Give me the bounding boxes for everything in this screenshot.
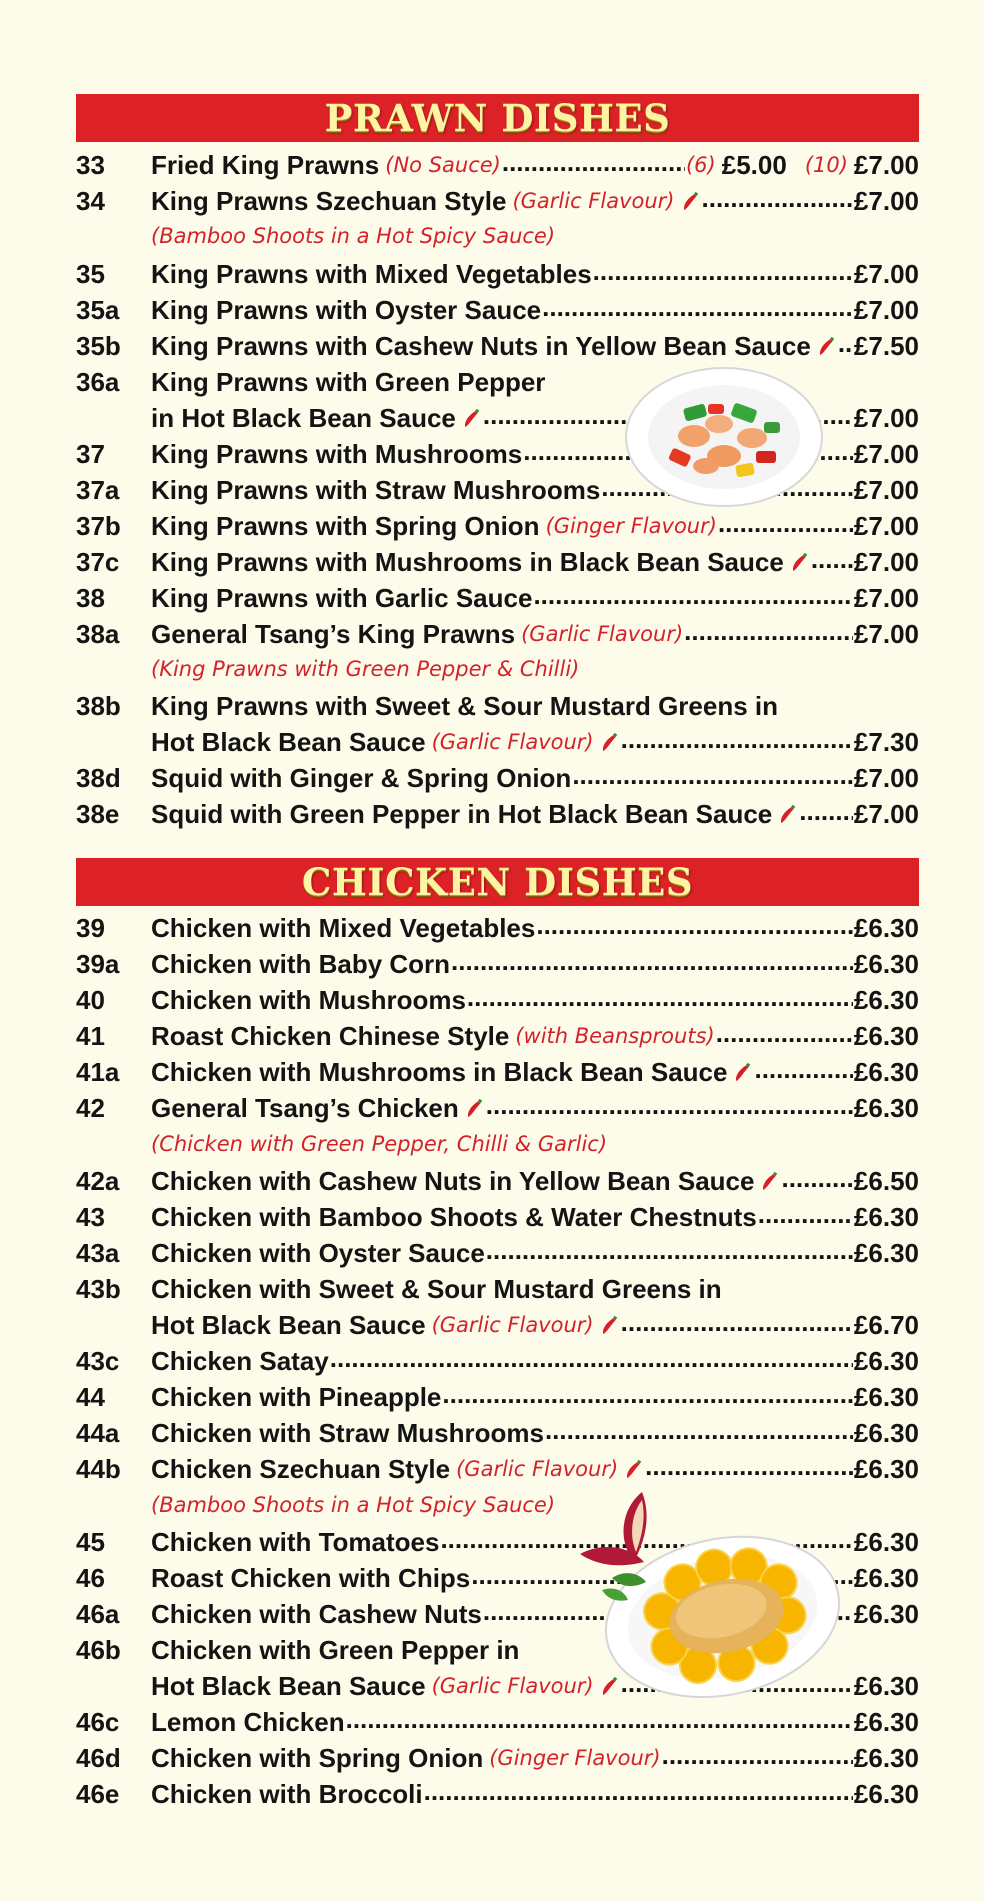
leader-dots bbox=[684, 621, 853, 647]
item-note: (Garlic Flavour) bbox=[431, 730, 594, 754]
leader-dots bbox=[502, 152, 685, 178]
menu-item bbox=[76, 293, 919, 327]
leader-dots bbox=[346, 1709, 853, 1735]
item-price: £7.00 bbox=[853, 510, 919, 541]
item-price: £7.00 bbox=[853, 294, 919, 325]
menu-item bbox=[76, 581, 919, 615]
menu-item bbox=[76, 1344, 919, 1378]
menu-item-continued bbox=[76, 1308, 919, 1342]
item-name: Chicken with Straw Mushrooms bbox=[151, 1417, 544, 1448]
item-price: £6.30 bbox=[853, 1670, 919, 1701]
menu-item bbox=[76, 983, 919, 1017]
item-number: 35b bbox=[76, 330, 121, 361]
item-name: Chicken with Mixed Vegetables bbox=[151, 912, 536, 943]
item-price: £6.30 bbox=[853, 1345, 919, 1376]
item-price: £6.30 bbox=[853, 1381, 919, 1412]
item-number: 42 bbox=[76, 1092, 105, 1123]
item-name: Chicken with Sweet & Sour Mustard Greens in bbox=[151, 1273, 722, 1304]
item-number: 44 bbox=[76, 1381, 105, 1412]
item-note: (Garlic Flavour) bbox=[431, 1313, 594, 1337]
leader-dots bbox=[758, 1204, 853, 1230]
item-price: £7.00 bbox=[853, 762, 919, 793]
chili-icon bbox=[776, 803, 798, 825]
item-number: 39 bbox=[76, 912, 105, 943]
item-price: £6.30 bbox=[853, 984, 919, 1015]
menu-item bbox=[76, 797, 919, 831]
menu-item bbox=[76, 509, 919, 543]
lemon-chicken-dish-photo bbox=[572, 1490, 842, 1710]
item-number: 40 bbox=[76, 984, 105, 1015]
leader-dots bbox=[572, 765, 853, 791]
item-number: 37 bbox=[76, 438, 105, 469]
leader-dots bbox=[754, 1059, 852, 1085]
item-number: 37a bbox=[76, 474, 120, 505]
leader-dots bbox=[451, 951, 853, 977]
leader-dots bbox=[645, 1456, 853, 1482]
item-price: £6.30 bbox=[853, 912, 919, 943]
item-number: 39a bbox=[76, 948, 120, 979]
item-number: 41a bbox=[76, 1056, 120, 1087]
leader-dots bbox=[486, 1240, 853, 1266]
leader-dots bbox=[542, 297, 853, 323]
leader-dots bbox=[702, 188, 853, 214]
item-price: £7.00 bbox=[853, 618, 919, 649]
chili-icon bbox=[598, 1314, 620, 1336]
menu-item bbox=[76, 148, 919, 182]
item-price: £7.00 bbox=[853, 546, 919, 577]
item-price: £7.50 bbox=[853, 330, 919, 361]
item-price: £7.00 bbox=[853, 798, 919, 829]
leader-dots bbox=[533, 585, 852, 611]
item-name: Roast Chicken Chinese Style bbox=[151, 1020, 510, 1051]
section-title: PRAWN DISHES bbox=[324, 96, 671, 140]
item-name: Roast Chicken with Chips bbox=[151, 1562, 471, 1593]
item-price: £6.30 bbox=[853, 1417, 919, 1448]
item-number: 38b bbox=[76, 690, 121, 721]
item-subnote: (Bamboo Shoots in a Hot Spicy Sauce) bbox=[151, 1493, 556, 1517]
chili-icon bbox=[598, 731, 620, 753]
item-price: £6.30 bbox=[853, 1598, 919, 1629]
item-number: 43c bbox=[76, 1345, 120, 1376]
leader-dots bbox=[424, 1781, 853, 1807]
item-name: Chicken with Oyster Sauce bbox=[151, 1237, 485, 1268]
item-description bbox=[151, 1129, 607, 1159]
item-name: Chicken with Cashew Nuts in Yellow Bean Sauce bbox=[151, 1165, 755, 1196]
chili-icon bbox=[788, 551, 810, 573]
leader-dots bbox=[536, 915, 853, 941]
menu-item bbox=[76, 947, 919, 981]
item-number: 38d bbox=[76, 762, 121, 793]
item-number: 46 bbox=[76, 1562, 105, 1593]
item-number: 36a bbox=[76, 366, 120, 397]
item-price: £6.30 bbox=[853, 1453, 919, 1484]
menu-item-continued bbox=[76, 725, 919, 759]
item-price: £6.30 bbox=[853, 1237, 919, 1268]
menu-item bbox=[76, 184, 919, 218]
item-name: King Prawns with Spring Onion bbox=[151, 510, 540, 541]
menu-item bbox=[76, 1055, 919, 1089]
menu-item bbox=[76, 545, 919, 579]
item-subnote: (Bamboo Shoots in a Hot Spicy Sauce) bbox=[151, 224, 556, 248]
menu-item bbox=[76, 1200, 919, 1234]
menu-item bbox=[76, 257, 919, 291]
item-number: 38 bbox=[76, 582, 105, 613]
item-price: £7.00 bbox=[853, 258, 919, 289]
item-price: £7.00 bbox=[853, 474, 919, 505]
item-number: 43 bbox=[76, 1201, 105, 1232]
leader-dots bbox=[811, 549, 853, 575]
item-number: 38a bbox=[76, 618, 120, 649]
item-note: (Ginger Flavour) bbox=[545, 514, 717, 538]
item-number: 46b bbox=[76, 1634, 121, 1665]
item-name-line2: in Hot Black Bean Sauce bbox=[151, 402, 456, 433]
menu-item bbox=[76, 1164, 919, 1198]
leader-dots bbox=[799, 801, 853, 827]
leader-dots bbox=[781, 1168, 852, 1194]
item-note: (Garlic Flavour) bbox=[431, 1674, 594, 1698]
item-price: £6.30 bbox=[853, 1562, 919, 1593]
leader-dots bbox=[442, 1384, 853, 1410]
menu-item bbox=[76, 1236, 919, 1270]
item-number: 41 bbox=[76, 1020, 105, 1051]
item-price: £7.30 bbox=[853, 726, 919, 757]
item-number: 34 bbox=[76, 185, 105, 216]
leader-dots bbox=[621, 1312, 853, 1338]
leader-dots bbox=[593, 261, 853, 287]
item-price: £6.30 bbox=[853, 1092, 919, 1123]
leader-dots bbox=[545, 1420, 853, 1446]
item-name: Chicken Satay bbox=[151, 1345, 329, 1376]
item-name: Chicken with Mushrooms in Black Bean Sauce bbox=[151, 1056, 728, 1087]
item-name: Chicken with Baby Corn bbox=[151, 948, 451, 979]
item-name: King Prawns Szechuan Style bbox=[151, 185, 507, 216]
chili-icon bbox=[460, 407, 482, 429]
item-number: 38e bbox=[76, 798, 120, 829]
item-price: £5.00 bbox=[721, 149, 787, 180]
item-name: King Prawns with Cashew Nuts in Yellow Bean Sauce bbox=[151, 330, 811, 361]
menu-item bbox=[76, 1380, 919, 1414]
item-name: Chicken with Cashew Nuts bbox=[151, 1598, 482, 1629]
portion-note: (10) bbox=[804, 153, 848, 177]
item-name: King Prawns with Mushrooms bbox=[151, 438, 523, 469]
item-note: (Garlic Flavour) bbox=[456, 1457, 619, 1481]
item-number: 33 bbox=[76, 149, 105, 180]
item-name: Chicken Szechuan Style bbox=[151, 1453, 451, 1484]
item-price: £7.00 bbox=[853, 149, 919, 180]
menu-item bbox=[76, 1416, 919, 1450]
item-number: 37b bbox=[76, 510, 121, 541]
item-name: Squid with Green Pepper in Hot Black Bean Sauce bbox=[151, 798, 773, 829]
item-name: King Prawns with Green Pepper bbox=[151, 366, 546, 397]
item-note: (Ginger Flavour) bbox=[489, 1746, 661, 1770]
menu-item bbox=[76, 1705, 919, 1739]
leader-dots bbox=[486, 1095, 853, 1121]
menu-item bbox=[76, 617, 919, 651]
menu-item bbox=[76, 761, 919, 795]
item-description bbox=[151, 654, 579, 684]
item-name: Chicken with Mushrooms bbox=[151, 984, 466, 1015]
item-name: King Prawns with Straw Mushrooms bbox=[151, 474, 601, 505]
item-name: General Tsang’s King Prawns bbox=[151, 618, 516, 649]
item-price: £7.00 bbox=[853, 185, 919, 216]
leader-dots bbox=[718, 513, 853, 539]
item-price: £6.70 bbox=[853, 1309, 919, 1340]
item-price: £6.30 bbox=[853, 948, 919, 979]
chili-icon bbox=[679, 190, 701, 212]
chicken-dishes-banner bbox=[76, 858, 919, 906]
item-number: 35a bbox=[76, 294, 120, 325]
item-name: Fried King Prawns bbox=[151, 149, 380, 180]
item-name-line2: Hot Black Bean Sauce bbox=[151, 1309, 426, 1340]
chili-icon bbox=[815, 335, 837, 357]
menu-item bbox=[76, 1777, 919, 1811]
item-price: £6.30 bbox=[853, 1778, 919, 1809]
prawn-dishes-banner bbox=[76, 94, 919, 142]
item-number: 44b bbox=[76, 1453, 121, 1484]
item-name: Chicken with Bamboo Shoots & Water Chestnuts bbox=[151, 1201, 757, 1232]
item-name: King Prawns with Sweet & Sour Mustard Greens in bbox=[151, 690, 778, 721]
item-name: King Prawns with Oyster Sauce bbox=[151, 294, 542, 325]
menu-item bbox=[76, 1452, 919, 1486]
item-note: (Garlic Flavour) bbox=[521, 622, 684, 646]
menu-item bbox=[76, 1019, 919, 1053]
item-number: 42a bbox=[76, 1165, 120, 1196]
item-number: 43b bbox=[76, 1273, 121, 1304]
item-price: £7.00 bbox=[853, 582, 919, 613]
item-price: £6.30 bbox=[853, 1020, 919, 1051]
menu-item bbox=[76, 1741, 919, 1775]
item-number: 45 bbox=[76, 1526, 105, 1557]
item-number: 46a bbox=[76, 1598, 120, 1629]
menu-item bbox=[76, 911, 919, 945]
item-price: £6.50 bbox=[853, 1165, 919, 1196]
chili-icon bbox=[622, 1458, 644, 1480]
item-number: 43a bbox=[76, 1237, 120, 1268]
item-subnote: (Chicken with Green Pepper, Chilli & Garlic) bbox=[151, 1132, 608, 1156]
item-name: Lemon Chicken bbox=[151, 1706, 345, 1737]
item-name-line2: Hot Black Bean Sauce bbox=[151, 1670, 426, 1701]
chili-icon bbox=[463, 1097, 485, 1119]
item-price: £6.30 bbox=[853, 1201, 919, 1232]
item-name-line2: Hot Black Bean Sauce bbox=[151, 726, 426, 757]
item-name: Chicken with Green Pepper in bbox=[151, 1634, 520, 1665]
item-number: 37c bbox=[76, 546, 120, 577]
menu-item bbox=[76, 1091, 919, 1125]
item-price: £7.00 bbox=[853, 402, 919, 433]
item-description bbox=[151, 221, 555, 251]
leader-dots bbox=[662, 1745, 853, 1771]
leader-dots bbox=[716, 1023, 853, 1049]
item-price: £7.00 bbox=[853, 438, 919, 469]
item-number: 46d bbox=[76, 1742, 121, 1773]
item-name: King Prawns with Garlic Sauce bbox=[151, 582, 533, 613]
item-name: Chicken with Pineapple bbox=[151, 1381, 442, 1412]
item-subnote: (King Prawns with Green Pepper & Chilli) bbox=[151, 657, 580, 681]
chili-icon bbox=[731, 1061, 753, 1083]
item-name: King Prawns with Mixed Vegetables bbox=[151, 258, 592, 289]
menu-item bbox=[76, 689, 919, 723]
menu-item bbox=[76, 1272, 919, 1306]
item-name: Chicken with Tomatoes bbox=[151, 1526, 440, 1557]
item-note: (with Beansprouts) bbox=[515, 1024, 715, 1048]
item-name: Chicken with Broccoli bbox=[151, 1778, 423, 1809]
item-price: £6.30 bbox=[853, 1056, 919, 1087]
leader-dots bbox=[838, 333, 853, 359]
king-prawn-dish-photo bbox=[624, 366, 824, 508]
item-note: (No Sauce) bbox=[385, 153, 501, 177]
item-note: (Garlic Flavour) bbox=[512, 189, 675, 213]
item-number: 46e bbox=[76, 1778, 120, 1809]
item-price: £6.30 bbox=[853, 1706, 919, 1737]
chili-icon bbox=[758, 1170, 780, 1192]
section-title: CHICKEN DISHES bbox=[301, 860, 694, 904]
leader-dots bbox=[621, 729, 853, 755]
leader-dots bbox=[467, 987, 853, 1013]
item-number: 35 bbox=[76, 258, 105, 289]
item-name: Squid with Ginger & Spring Onion bbox=[151, 762, 572, 793]
item-price: £6.30 bbox=[853, 1526, 919, 1557]
leader-dots bbox=[330, 1348, 853, 1374]
item-number: 46c bbox=[76, 1706, 120, 1737]
menu-item bbox=[76, 329, 919, 363]
item-price: £6.30 bbox=[853, 1742, 919, 1773]
item-name: General Tsang’s Chicken bbox=[151, 1092, 459, 1123]
portion-note: (6) bbox=[685, 153, 716, 177]
item-number: 44a bbox=[76, 1417, 120, 1448]
item-name: King Prawns with Mushrooms in Black Bean Sauce bbox=[151, 546, 784, 577]
item-description bbox=[151, 1490, 555, 1520]
item-name: Chicken with Spring Onion bbox=[151, 1742, 484, 1773]
